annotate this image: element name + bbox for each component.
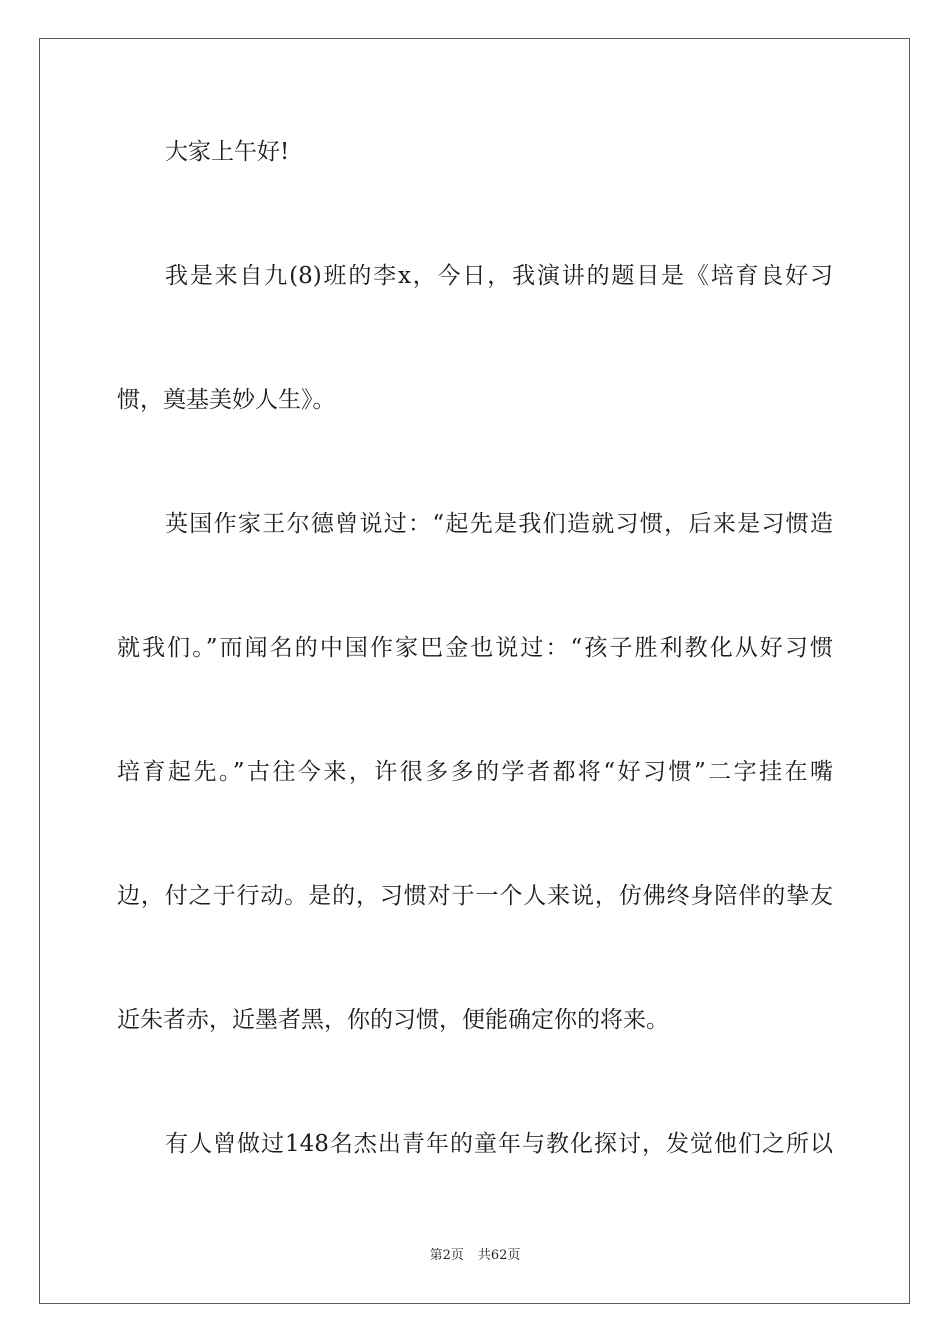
paragraph-line-1: 大家上午好!	[165, 139, 290, 165]
paragraph-line-3: 惯，奠基美妙人生》。	[117, 387, 336, 413]
page-footer	[0, 1247, 950, 1265]
paragraph-line-6: 培育起先。”古往今来，许很多多的学者都将“好习惯”二字挂在嘴	[117, 759, 833, 785]
page-frame	[39, 38, 910, 1304]
paragraph-line-5: 就我们。”而闻名的中国作家巴金也说过：“孩子胜利教化从好习惯	[117, 635, 833, 661]
page-total: 共62页	[477, 1248, 521, 1263]
paragraph-line-8: 近朱者赤，近墨者黑，你的习惯，便能确定你的将来。	[117, 1007, 669, 1033]
paragraph-line-4: 英国作家王尔德曾说过：“起先是我们造就习惯，后来是习惯造	[165, 511, 833, 537]
page-number: 第2页	[429, 1248, 464, 1263]
paragraph-line-7: 边，付之于行动。是的，习惯对于一个人来说，仿佛终身陪伴的挚友	[117, 883, 833, 909]
paragraph-line-2: 我是来自九(8)班的李x，今日，我演讲的题目是《培育良好习	[165, 263, 833, 289]
paragraph-line-9: 有人曾做过148名杰出青年的童年与教化探讨，发觉他们之所以	[165, 1131, 833, 1157]
